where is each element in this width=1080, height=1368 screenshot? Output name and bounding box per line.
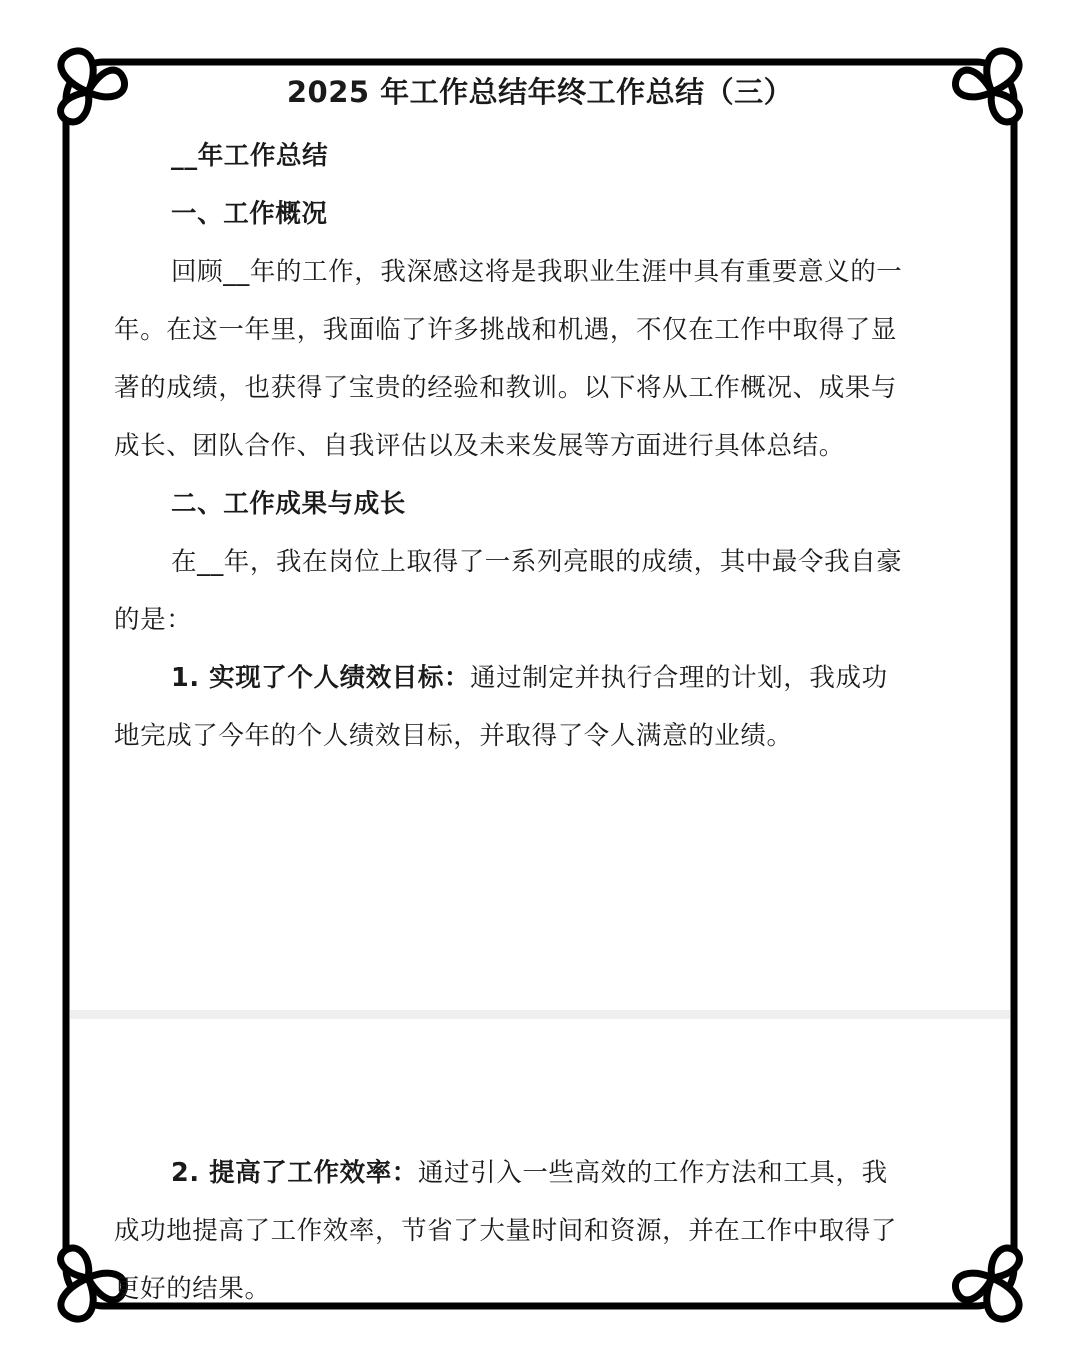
list-item: [114, 649, 904, 765]
paragraph-achievements-intro: 在__年，我在岗位上取得了一系列亮眼的成绩，其中最令我自豪的是：: [114, 547, 903, 635]
document-subtitle: __年工作总结: [171, 141, 329, 171]
list-item-label: 2. 提高了工作效率：: [171, 1158, 418, 1188]
paragraph-overview: 回顾__年的工作，我深感这将是我职业生涯中具有重要意义的一年。在这一年里，我面临了许多挑战和机遇，不仅在工作中取得了显著的成绩，也获得了宝贵的经验和教训。以下将从工作概况、成果与成长、团队合作、自我评估以及未来发展等方面进行具体总结。: [114, 257, 903, 461]
list-item-text: 通过引入一些高效的工作方法和工具，我成功地提高了工作效率，节省了大量时间和资源，并在工作中取得了更好的结果。: [114, 1158, 898, 1304]
page-separator: [70, 1010, 1010, 1019]
section-heading-overview: 一、工作概况: [171, 199, 328, 229]
document-title: 2025 年工作总结年终工作总结（三）: [286, 75, 794, 109]
list-item: [114, 1144, 904, 1318]
list-item-text: 通过制定并执行合理的计划，我成功地完成了今年的个人绩效目标，并取得了令人满意的业绩。: [114, 663, 888, 751]
list-item-label: 1. 实现了个人绩效目标：: [171, 663, 471, 693]
section-heading-achievements: 二、工作成果与成长: [171, 489, 406, 519]
